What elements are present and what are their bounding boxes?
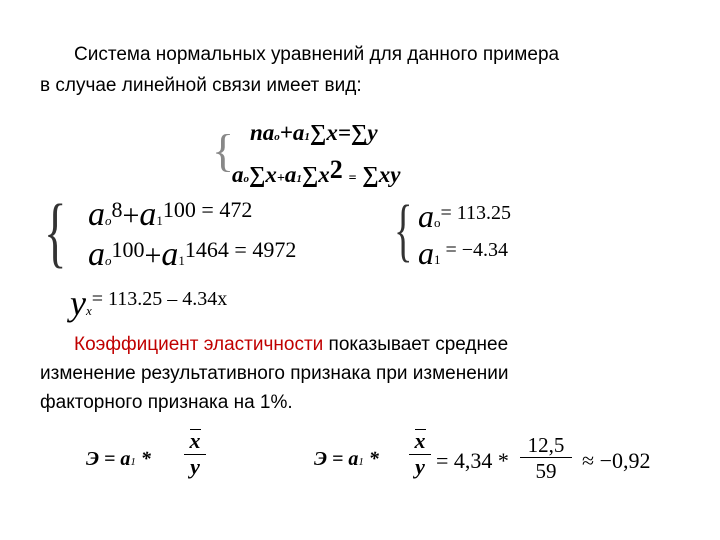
elasticity-denominator: 59 bbox=[520, 457, 572, 484]
general-system-brace: { bbox=[212, 125, 235, 176]
definition-line-3: факторного признака на 1%. bbox=[40, 392, 293, 413]
elasticity-value: = 4,34 * bbox=[436, 448, 509, 473]
solution-brace: { bbox=[394, 192, 413, 269]
definition-line-1: Коэффициент эластичности показывает среднее bbox=[74, 334, 509, 355]
elasticity-formula: Э = a1 * bbox=[86, 448, 151, 470]
solution-a0: $ao^{= 113.25}$ bbox=[418, 198, 512, 234]
elasticity-formula-fraction: x y bbox=[184, 428, 206, 479]
numeric-equation-1: $ao^8+a1^{100}$ $^{= 472}$ bbox=[88, 196, 253, 233]
general-equation-1: nao+a1∑x=∑y bbox=[250, 120, 378, 145]
elasticity-numerator: 12,5 bbox=[527, 433, 565, 457]
regression-equation: $yx^{= 113.25 - 4.34x}$ bbox=[70, 283, 228, 323]
elasticity-calculation-fraction: x y bbox=[409, 428, 431, 479]
intro-line-2: в случае линейной связи имеет вид: bbox=[40, 75, 362, 96]
intro-line-1: Система нормальных уравнений для данного примера bbox=[74, 44, 560, 65]
definition-line-2: изменение результативного признака при изменении bbox=[40, 363, 509, 384]
elasticity-result: ≈ −0,92 bbox=[582, 448, 651, 473]
numeric-equation-2: $ao^{100}+a1^{1464}$ $^{= 4972}$ bbox=[88, 236, 297, 273]
definition-term: Коэффициент эластичности bbox=[74, 334, 324, 355]
general-equation-2: ao∑x+a1∑x2 = ∑xy bbox=[232, 155, 401, 187]
elasticity-value-fraction bbox=[520, 433, 572, 484]
elasticity-calculation: Э = a1 * bbox=[314, 448, 379, 470]
solution-a1: a1 $^{= -4.34}$ bbox=[418, 235, 509, 271]
numeric-system-brace: { bbox=[44, 188, 67, 275]
